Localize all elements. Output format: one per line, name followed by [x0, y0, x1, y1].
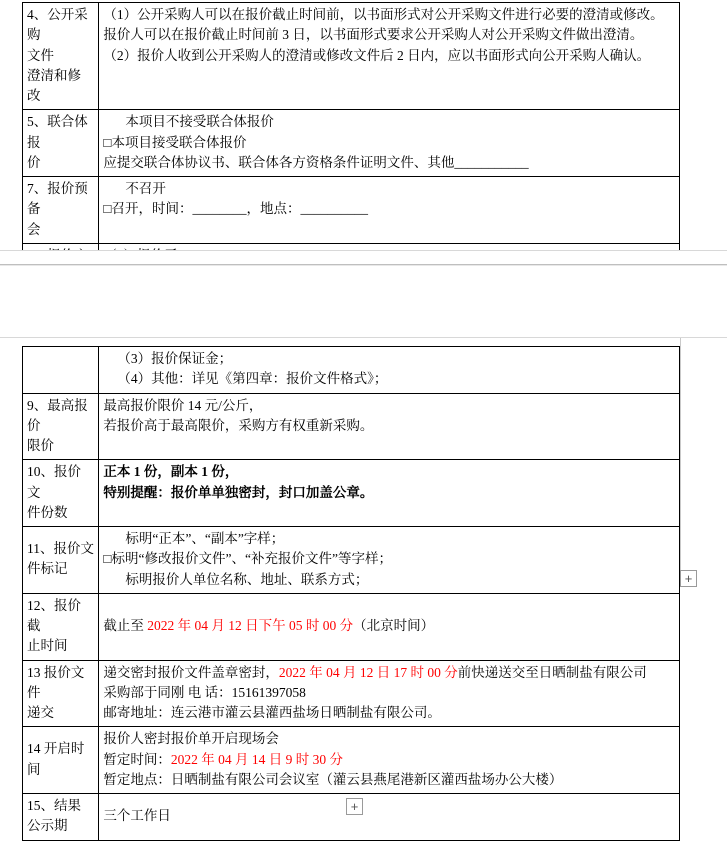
opening-location: 暂定地点：日晒制盐有限公司会议室（灌云县燕尾港新区灌西盐场办公大楼） — [103, 771, 563, 787]
opening-time-prefix: 暂定时间： — [103, 751, 171, 767]
table-row — [23, 727, 680, 794]
add-column-button[interactable]: + — [680, 570, 697, 587]
row-label-result-publicity: 15、结果 公示期 — [23, 794, 99, 841]
row-body-max-price: 最高报价限价 14 元/公斤， 若报价高于最高限价，采购方有权重新采购。 — [99, 393, 680, 460]
row-body-consortium-bid: 本项目不接受联合体报价 □本项目接受联合体报价 应提交联合体协议书、联合体各方资格条件证明文件、其他___________ — [99, 110, 680, 177]
row-body-public-procurement-clarification: （1）公开采购人可以在报价截止时间前，以书面形式对公开采购文件进行必要的澄清或修改。 报价人可以在报价截止时间前 3 日，以书面形式要求公开采购人对公开采购文件做出澄清。 （2）报价人收到公开采购人的澄清或修改文件后 2 日内，应以书面形式向公开采购人确认。 — [99, 3, 680, 110]
row-label-submission: 13 报价文件 递交 — [23, 660, 99, 727]
page-break-gap — [0, 250, 727, 338]
page-fragment-bottom — [0, 338, 727, 834]
deadline-prefix: 截止至 — [103, 618, 148, 633]
deadline-suffix: （北京时间） — [353, 618, 435, 633]
row-label-deadline: 12、报价截 止时间 — [23, 593, 99, 660]
page-edge-line-top — [0, 250, 727, 251]
table-row — [23, 660, 680, 727]
row-label-public-procurement-clarification: 4、公开采购 文件 澄清和修 改 — [23, 3, 99, 110]
row-label-max-price: 9、最高报价 限价 — [23, 393, 99, 460]
row-body-deadline — [99, 593, 680, 660]
submission-contact: 采购部于同刚 电 话：15161397058 — [103, 684, 306, 700]
row-body-continuation: （3）报价保证金； （4）其他：详见《第四章：报价文件格式》； — [99, 347, 680, 394]
row-body-submission — [99, 660, 680, 727]
row-label-opening-time: 14 开启时间 — [23, 727, 99, 794]
row-label-marking: 11、报价文 件标记 — [23, 527, 99, 594]
deadline-datetime: 2022 年 04 月 12 日下午 05 时 00 分 — [147, 618, 354, 633]
row-body-copies: 正本 1 份，副本 1 份， 特别提醒：报价单单独密封，封口加盖公章。 — [99, 460, 680, 527]
table-row — [23, 177, 680, 244]
page-edge-line-mid2 — [0, 265, 727, 266]
row-label-pre-bid-meeting: 7、报价预备 会 — [23, 177, 99, 244]
row-label-copies: 10、报价文 件份数 — [23, 460, 99, 527]
table-resize-guide — [680, 338, 681, 576]
submission-datetime: 2022 年 04 月 12 日 17 时 00 分 — [278, 664, 458, 680]
table-row — [23, 593, 680, 660]
opening-intro: 报价人密封报价单开启现场会 — [103, 731, 279, 747]
table-row — [23, 393, 680, 460]
row-label-continuation — [23, 347, 99, 394]
table-row — [23, 527, 680, 594]
table-row — [23, 3, 680, 110]
submission-prefix: 递交密封报价文件盖章密封， — [103, 664, 279, 680]
page-fragment-top — [0, 0, 727, 250]
table-row — [23, 460, 680, 527]
requirements-table-bottom — [22, 346, 680, 841]
row-body-opening-time — [99, 727, 680, 794]
table-row — [23, 110, 680, 177]
row-body-pre-bid-meeting: 不召开 □召开，时间：________，地点：__________ — [99, 177, 680, 244]
row-label-consortium-bid: 5、联合体报 价 — [23, 110, 99, 177]
submission-suffix: 前快递送交至日晒制盐有限公司 — [457, 664, 647, 680]
add-row-button[interactable]: + — [346, 798, 363, 815]
submission-address: 邮寄地址：连云港市灌云县灌西盐场日晒制盐有限公司。 — [103, 705, 441, 720]
opening-datetime: 2022 年 04 月 14 日 9 时 30 分 — [170, 751, 343, 767]
row-body-marking: 标明“正本”、“副本”字样； □标明“修改报价文件”、“补充报价文件”等字样； 标明报价人单位名称、地址、联系方式； — [99, 527, 680, 594]
row-body-result-publicity: 三个工作日 — [99, 794, 680, 841]
table-row — [23, 347, 680, 394]
